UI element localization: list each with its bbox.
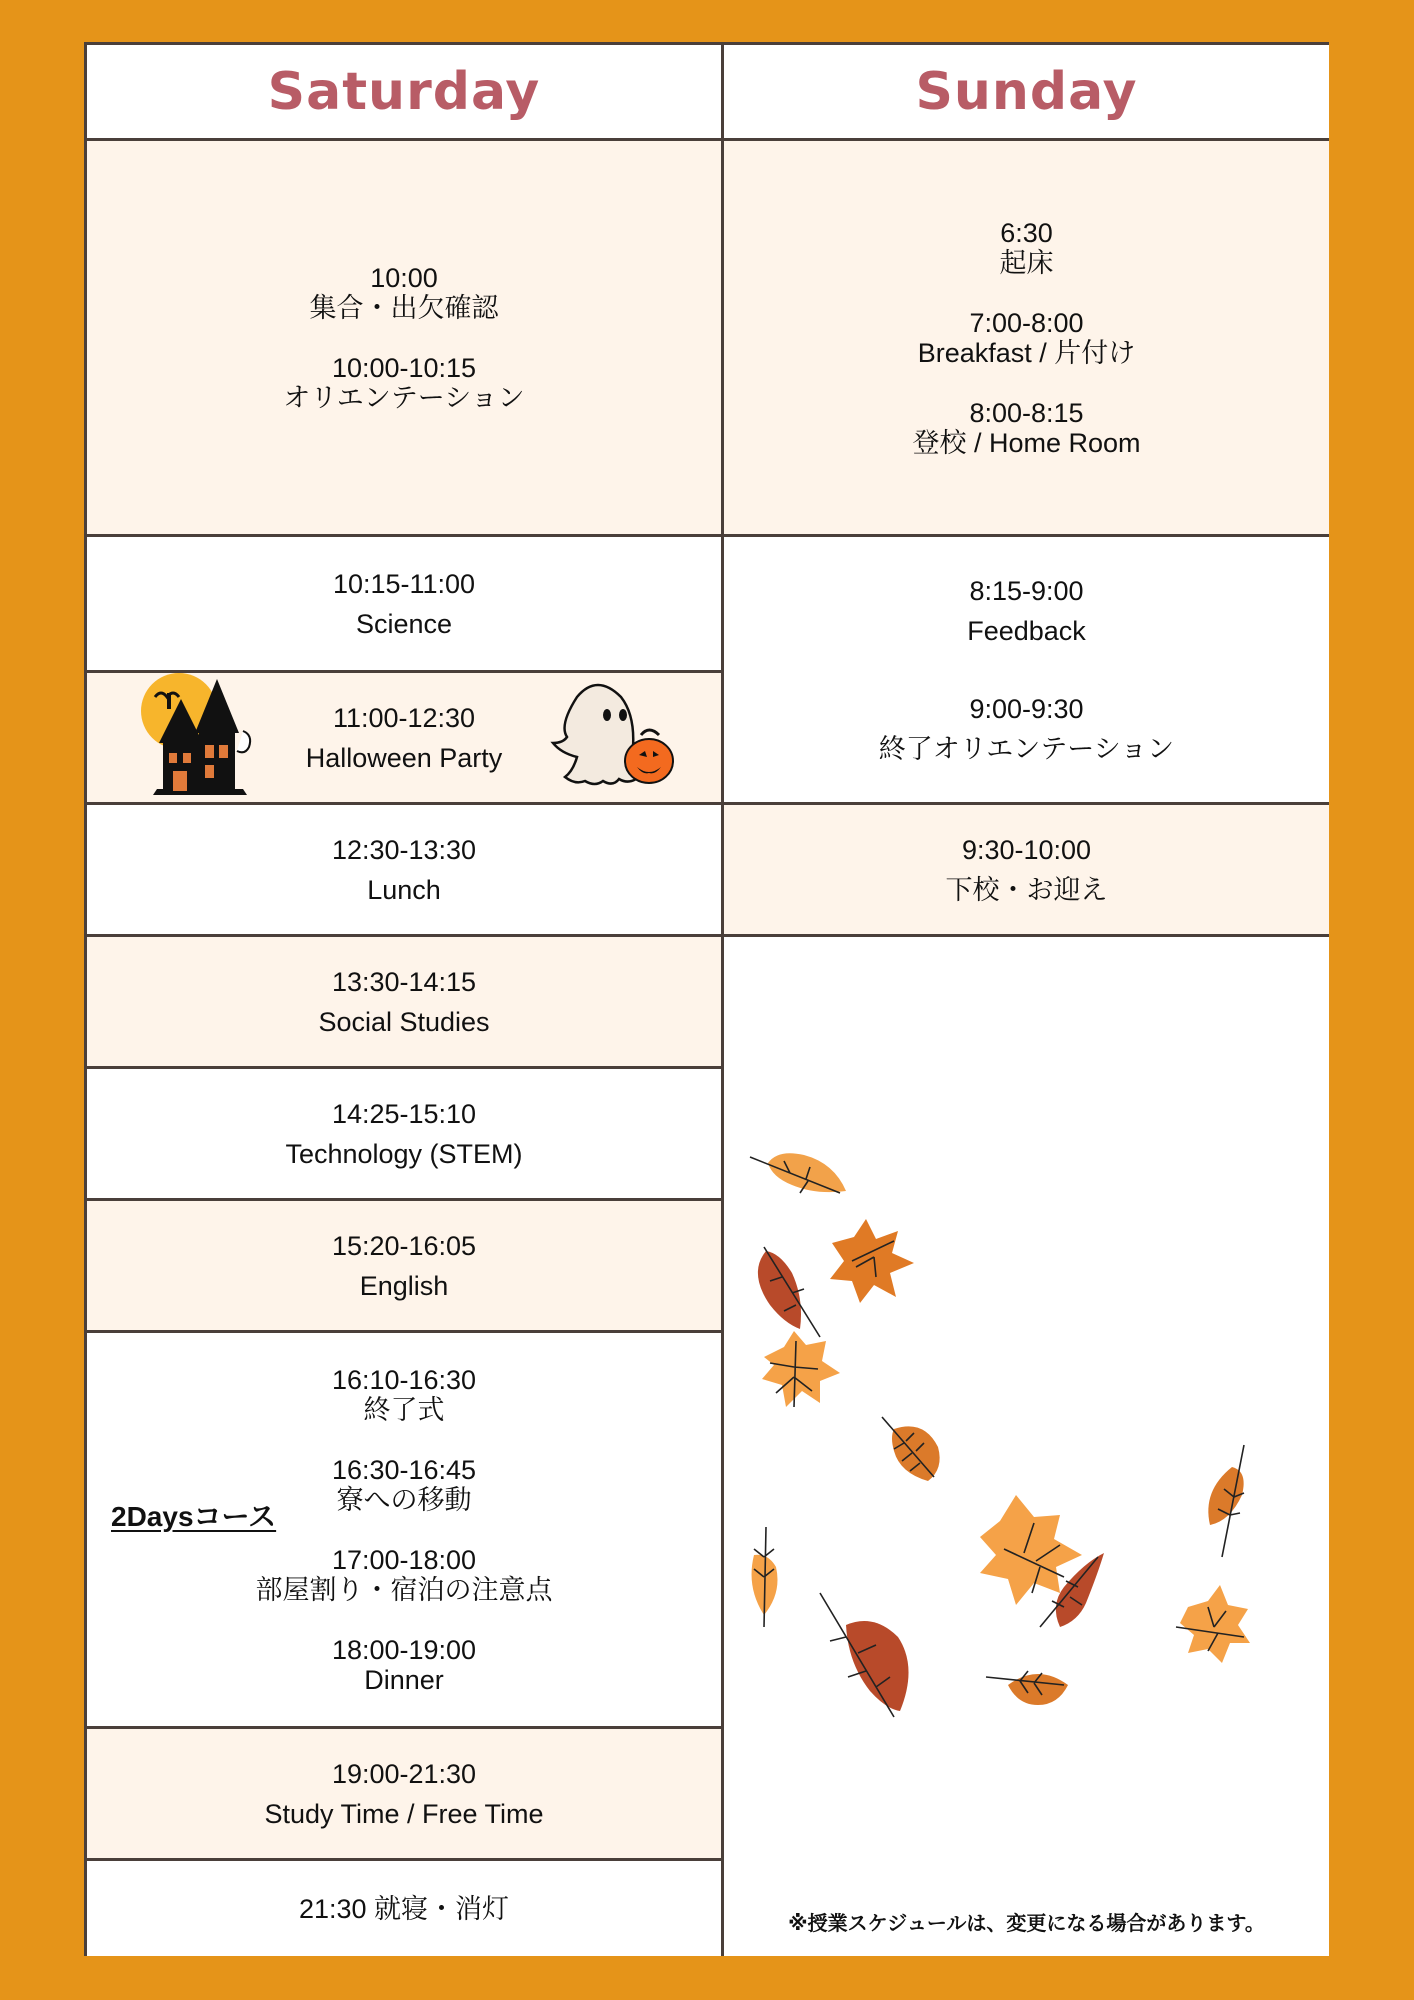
sun-time-final-orientation: 9:00-9:30 — [969, 693, 1084, 724]
sat-label-closing: 終了式 — [363, 1394, 445, 1425]
sat-time-rooms: 17:00-18:00 — [331, 1544, 477, 1575]
sat-time-closing: 16:10-16:30 — [331, 1364, 477, 1395]
sat-halloween-time: 11:00-12:30 — [332, 702, 476, 733]
two-days-course-label: 2Daysコース — [111, 1501, 277, 1532]
sat-time-orientation: 10:00-10:15 — [331, 352, 477, 383]
sat-label-assembly: 集合・出欠確認 — [309, 292, 499, 323]
row-divider — [87, 1066, 721, 1069]
sun-label-breakfast: Breakfast / 片付け — [917, 337, 1136, 368]
sun-label-final-orientation: 終了オリエンテーション — [878, 733, 1175, 764]
sat-time-move: 16:30-16:45 — [331, 1454, 477, 1485]
sat-science-label: Science — [355, 608, 453, 639]
sat-time-dinner: 18:00-19:00 — [331, 1634, 477, 1665]
sun-time-wakeup: 6:30 — [1000, 217, 1053, 248]
sun-time-breakfast: 7:00-8:00 — [969, 307, 1084, 338]
sun-dismissal-time: 9:30-10:00 — [961, 834, 1092, 865]
sun-label-feedback: Feedback — [967, 615, 1086, 646]
sat-social-time: 13:30-14:15 — [331, 966, 477, 997]
sat-science-time: 10:15-11:00 — [332, 568, 476, 599]
sat-social-row — [87, 937, 721, 1066]
sat-lunch-row — [87, 805, 721, 934]
sat-science-row — [87, 537, 721, 670]
saturday-title: Saturday — [267, 61, 541, 122]
sunday-title: Sunday — [915, 61, 1138, 122]
row-divider — [87, 802, 1329, 805]
sat-tech-label: Technology (STEM) — [285, 1138, 523, 1169]
sat-english-row — [87, 1201, 721, 1330]
sat-lights-out-row — [87, 1861, 721, 1956]
autumn-leaves-illustration — [724, 937, 1329, 1757]
haunted-house-icon — [139, 671, 259, 801]
sat-study-row — [87, 1729, 721, 1858]
row-divider — [87, 1858, 721, 1861]
schedule-table — [84, 42, 1329, 1956]
saturday-header — [87, 45, 721, 138]
sat-lunch-label: Lunch — [367, 874, 441, 905]
sat-social-label: Social Studies — [318, 1006, 490, 1037]
sun-dismissal-row — [724, 805, 1329, 934]
sun-label-wakeup: 起床 — [999, 247, 1054, 278]
sat-morning-block — [87, 141, 721, 534]
row-divider — [87, 138, 1329, 141]
sat-english-label: English — [359, 1270, 449, 1301]
ghost-with-pumpkin-icon — [537, 677, 687, 799]
sat-lunch-time: 12:30-13:30 — [331, 834, 477, 865]
sun-time-homeroom: 8:00-8:15 — [969, 397, 1084, 428]
row-divider — [87, 534, 1329, 537]
sunday-header — [724, 45, 1329, 138]
sun-time-feedback: 8:15-9:00 — [969, 575, 1084, 606]
sun-dismissal-label: 下校・お迎え — [945, 874, 1108, 905]
sat-label-dinner: Dinner — [364, 1664, 444, 1695]
sat-study-time: 19:00-21:30 — [331, 1758, 477, 1789]
sun-morning-block — [724, 141, 1329, 534]
sat-tech-row — [87, 1069, 721, 1198]
sat-tech-time: 14:25-15:10 — [331, 1098, 477, 1129]
sat-english-time: 15:20-16:05 — [331, 1230, 477, 1261]
sat-halloween-label: Halloween Party — [305, 742, 503, 773]
schedule-change-note: ※授業スケジュールは、変更になる場合があります。 — [788, 1911, 1265, 1935]
sat-time-1000: 10:00 — [370, 262, 438, 293]
row-divider — [87, 1330, 721, 1333]
sat-label-move: 寮への移動 — [336, 1484, 472, 1515]
sat-label-orientation: オリエンテーション — [283, 382, 525, 413]
sat-label-rooms: 部屋割り・宿泊の注意点 — [255, 1574, 553, 1605]
sat-lights-out-label: 21:30 就寝・消灯 — [298, 1893, 510, 1924]
row-divider — [87, 1726, 721, 1729]
row-divider — [87, 1198, 721, 1201]
sun-feedback-block — [724, 537, 1329, 802]
sun-label-homeroom: 登校 / Home Room — [912, 427, 1141, 458]
sat-study-label: Study Time / Free Time — [264, 1798, 544, 1829]
